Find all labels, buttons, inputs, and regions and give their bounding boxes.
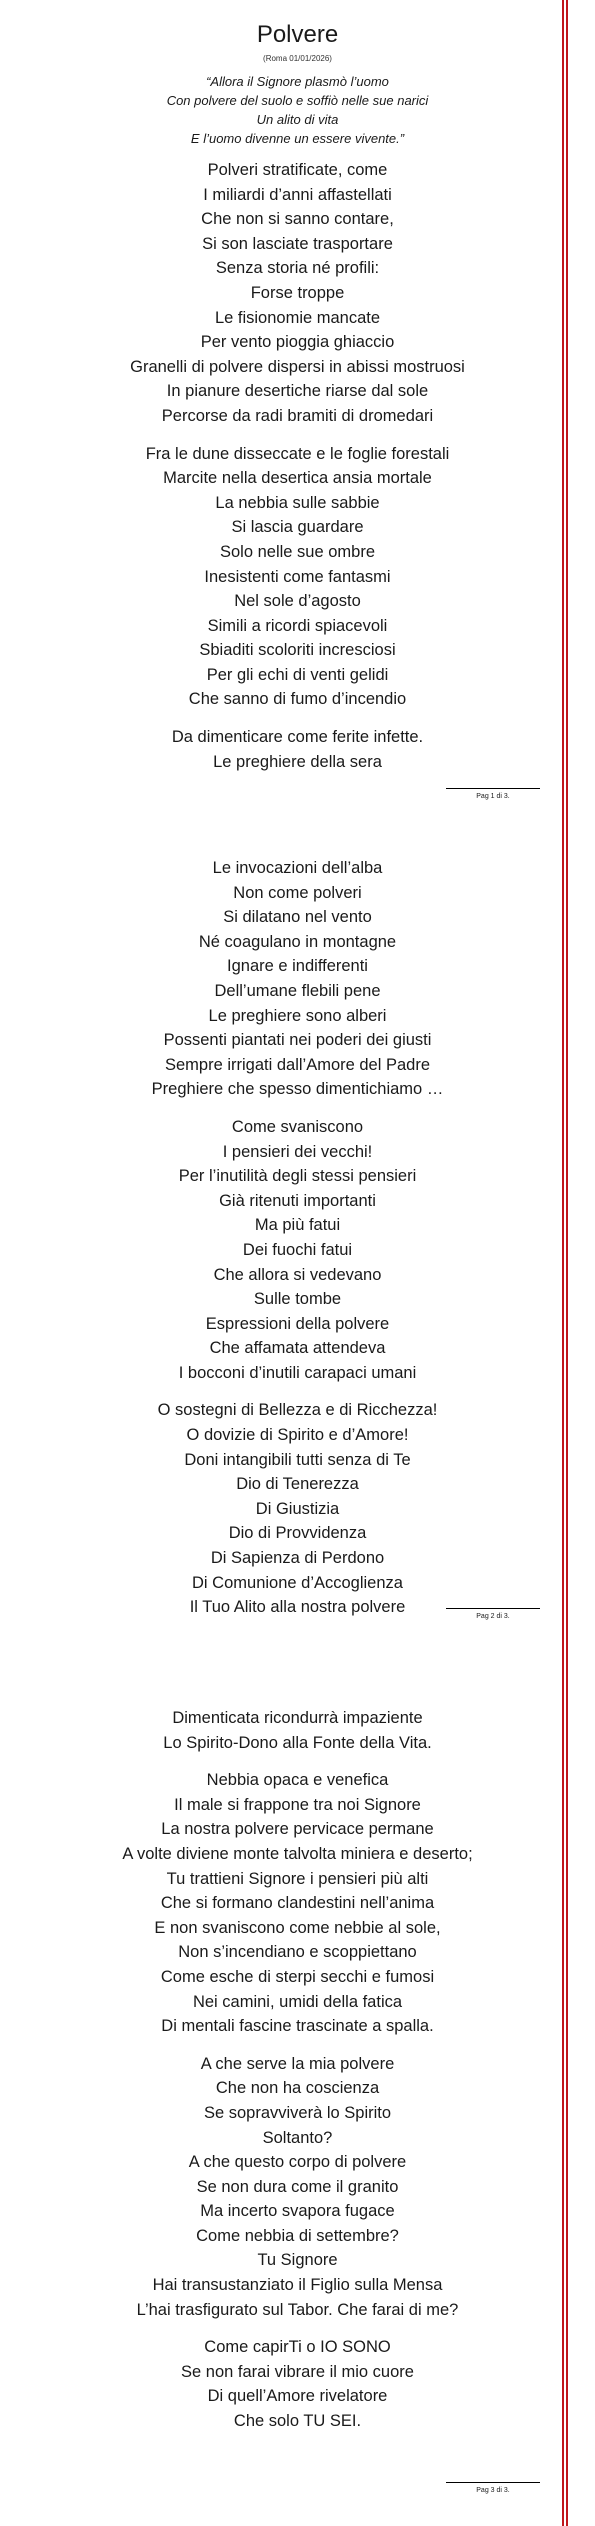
verse-line: Si son lasciate trasportare (202, 234, 393, 253)
verse-line: L’hai trasfigurato sul Tabor. Che farai di me? (136, 2300, 459, 2319)
document-page-1 (0, 0, 562, 806)
document-page-3 (0, 1636, 562, 2526)
verse-line: O dovizie di Spirito e d’Amore! (186, 1426, 409, 1445)
verse-line: Che non ha coscienza (215, 2079, 380, 2098)
verse-line: Lo Spirito-Dono alla Fonte della Vita. (163, 1733, 432, 1752)
verse-line: I bocconi d’inutili carapaci umani (178, 1363, 417, 1382)
verse-line: Che si formano clandestini nell’anima (160, 1894, 435, 1913)
verse-line: I pensieri dei vecchi! (222, 1142, 373, 1161)
stanza (0, 1398, 595, 1619)
verse-line: Dei fuochi fatui (242, 1240, 353, 1259)
verse-line: In pianure desertiche riarse dal sole (166, 382, 429, 401)
verse-line: Inesistenti come fantasmi (204, 567, 391, 586)
verse-line: Se sopravviverà lo Spirito (203, 2103, 392, 2122)
stanza (0, 2052, 595, 2323)
verse-line: Fra le dune disseccate e le foglie forestali (145, 444, 450, 463)
epigraph (0, 72, 595, 148)
verse-line: Dio di Provvidenza (228, 1524, 367, 1543)
verse-line: Già ritenuti importanti (219, 1191, 376, 1210)
verse-line: Nebbia opaca e venefica (206, 1771, 389, 1790)
verse-line: Tu trattieni Signore i pensieri più alti (166, 1869, 429, 1888)
epigraph-line: “Allora il Signore plasmò l’uomo (206, 74, 389, 89)
verse-line: Per gli echi di venti gelidi (206, 665, 389, 684)
verse-line: Se non dura come il granito (196, 2177, 399, 2196)
verse-line: Per vento pioggia ghiaccio (200, 333, 395, 352)
verse-line: Di mentali fascine trascinate a spalla. (161, 2017, 434, 2036)
verse-line: Nel sole d’agosto (234, 592, 361, 611)
stanza (0, 1768, 595, 2039)
page-footer: Pag 1 di 3. (446, 788, 540, 802)
verse-line: Le preghiere della sera (213, 752, 382, 771)
verse-line: Doni intangibili tutti senza di Te (184, 1450, 411, 1469)
page-footer: Pag 3 di 3. (446, 2482, 540, 2496)
verse-line: Non come polveri (233, 883, 362, 902)
page-3-body (0, 1706, 595, 2447)
verse-line: Come svaniscono (231, 1117, 364, 1136)
verse-line: Come nebbia di settembre? (196, 2226, 399, 2245)
verse-line: Simili a ricordi spiacevoli (207, 616, 388, 635)
verse-line: Da dimenticare come ferite infette. (171, 728, 424, 747)
verse-line: Solo nelle sue ombre (219, 542, 375, 561)
verse-line: Hai transustanziato il Figlio sulla Mensa (152, 2276, 443, 2295)
verse-line: A che questo corpo di polvere (188, 2153, 407, 2172)
verse-line: Sempre irrigati dall’Amore del Padre (164, 1055, 431, 1074)
verse-line: Come capirTi o IO SONO (204, 2338, 391, 2357)
epigraph-line: E l’uomo divenne un essere vivente.” (190, 131, 405, 146)
stanza (0, 725, 595, 774)
verse-line: Le preghiere sono alberi (208, 1006, 387, 1025)
stanza (0, 2335, 595, 2433)
verse-line: Di quell’Amore rivelatore (207, 2387, 388, 2406)
verse-line: Ma incerto svapora fugace (200, 2202, 395, 2221)
verse-line: Le fisionomie mancate (214, 308, 381, 327)
verse-line: Di Comunione d’Accoglienza (192, 1573, 403, 1592)
verse-line: O sostegni di Bellezza e di Ricchezza! (157, 1401, 438, 1420)
page-2-body (0, 856, 595, 1633)
verse-line: Né coagulano in montagne (198, 932, 397, 951)
verse-line: Di Giustizia (255, 1499, 340, 1518)
verse-line: Che allora si vedevano (213, 1265, 382, 1284)
verse-line: Soltanto? (262, 2128, 333, 2147)
verse-line: Espressioni della polvere (205, 1314, 390, 1333)
verse-line: Forse troppe (250, 283, 345, 302)
verse-line: Dimenticata ricondurrà impaziente (172, 1709, 423, 1727)
verse-line: Polveri stratificate, come (207, 161, 388, 179)
verse-line: Che solo TU SEI. (233, 2412, 362, 2431)
verse-line: Sulle tombe (253, 1290, 342, 1309)
verse-line: Il male si frappone tra noi Signore (174, 1795, 421, 1814)
verse-line: Per l’inutilità degli stessi pensieri (178, 1167, 417, 1186)
verse-line: Si dilatano nel vento (223, 908, 372, 927)
verse-line: Ma più fatui (254, 1216, 341, 1235)
verse-line: I miliardi d’anni affastellati (203, 185, 392, 204)
verse-line: Nei camini, umidi della fatica (192, 1992, 403, 2011)
stanza (0, 1115, 595, 1386)
verse-line: Dio di Tenerezza (236, 1475, 359, 1494)
verse-line: E non svaniscono come nebbie al sole, (154, 1918, 441, 1937)
page-1-body (0, 20, 595, 787)
verse-line: Tu Signore (257, 2251, 338, 2270)
verse-line: Di Sapienza di Perdono (210, 1549, 385, 1568)
verse-line: Se non farai vibrare il mio cuore (181, 2362, 414, 2381)
verse-line: Si lascia guardare (231, 518, 364, 537)
stanza (0, 158, 595, 429)
verse-line: Percorse da radi bramiti di dromedari (161, 406, 434, 425)
verse-line: Come esche di sterpi secchi e fumosi (160, 1967, 435, 1986)
page-footer: Pag 2 di 3. (446, 1608, 540, 1622)
stanza (0, 1706, 595, 1755)
document-page-2 (0, 806, 562, 1636)
verse-line: A che serve la mia polvere (200, 2054, 395, 2073)
verse-line: Dell’umane flebili pene (214, 981, 381, 1000)
stanza (0, 442, 595, 713)
verse-line: Che sanno di fumo d’incendio (188, 690, 407, 709)
poem-title: Polvere (256, 21, 339, 48)
verse-line: Sbiaditi scoloriti incresciosi (199, 641, 396, 660)
verse-line: Senza storia né profili: (215, 259, 380, 278)
poem-dateline: (Roma 01/01/2026) (263, 54, 332, 63)
stanza (0, 856, 595, 1102)
verse-line: Possenti piantati nei poderi dei giusti (163, 1031, 432, 1050)
verse-line: Che non si sanno contare, (201, 210, 394, 229)
epigraph-line: Con polvere del suolo e soffiò nelle sue narici (166, 93, 429, 108)
verse-line: Il Tuo Alito alla nostra polvere (189, 1598, 406, 1617)
verse-line: La nebbia sulle sabbie (215, 493, 380, 512)
epigraph-line: Un alito di vita (256, 112, 339, 127)
verse-line: Non s’incendiano e scoppiettano (178, 1943, 417, 1962)
verse-line: Che affamata attendeva (209, 1339, 386, 1358)
verse-line: Preghiere che spesso dimentichiamo … (151, 1080, 444, 1099)
verse-line: Le invocazioni dell’alba (212, 859, 383, 877)
verse-line: La nostra polvere pervicace permane (161, 1820, 434, 1839)
verse-line: Granelli di polvere dispersi in abissi mostruosi (130, 357, 465, 376)
verse-line: Ignare e indifferenti (227, 957, 368, 976)
verse-line: A volte diviene monte talvolta miniera e deserto; (122, 1844, 473, 1863)
verse-line: Marcite nella desertica ansia mortale (163, 469, 432, 488)
